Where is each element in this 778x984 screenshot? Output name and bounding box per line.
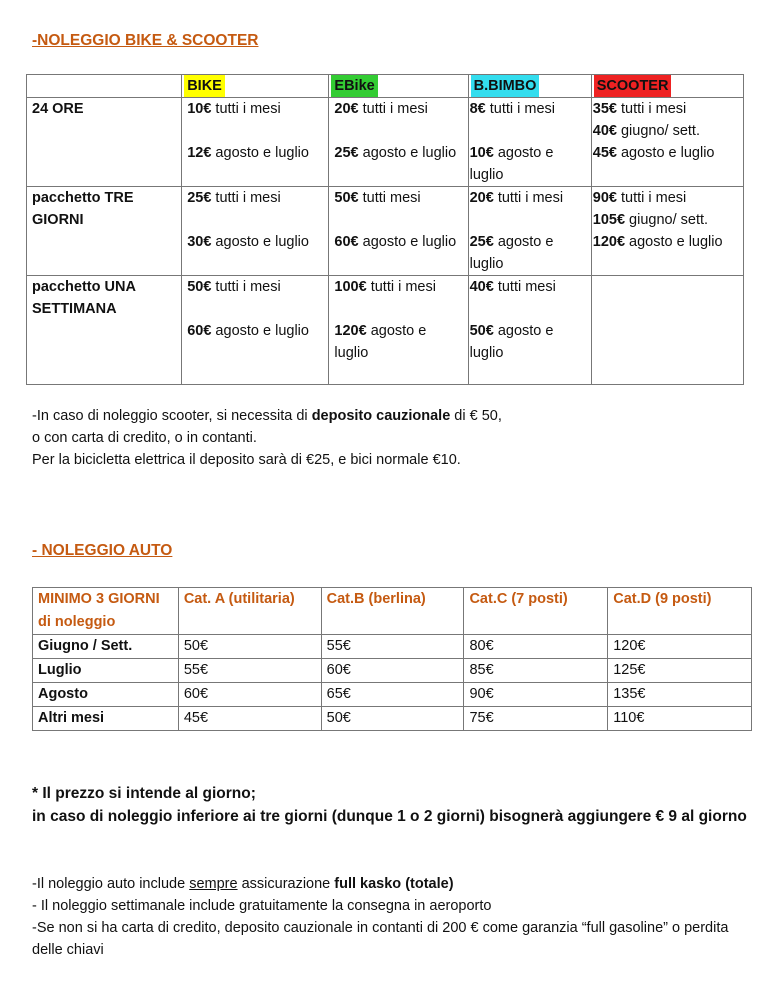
auto-header-min-days: MINIMO 3 GIORNI di noleggio [33,588,179,635]
table-row [33,683,752,707]
deposit-note-2: o con carta di credito, o in contanti. [32,430,257,446]
period-cell: Giugno / Sett. [33,635,179,659]
insurance-note: -Il noleggio auto include sempre assicurazione full kasko (totale) [32,876,454,892]
header-bike: BIKE [184,75,225,97]
bike-price-cell: 10€ tutti i mesi 12€ agosto e luglio [182,98,329,187]
cat-c-price: 90€ [464,683,608,707]
bike-price-table [26,74,744,385]
header-scooter: SCOOTER [594,75,672,97]
bike-price-cell: 50€ tutti i mesi 60€ agosto e luglio [182,276,329,385]
cat-b-price: 50€ [321,707,464,731]
bike-header-empty [27,75,182,98]
table-row [33,659,752,683]
table-row [33,707,752,731]
table-row [27,187,744,276]
cat-a-price: 50€ [178,635,321,659]
row-label: pacchetto UNA SETTIMANA [27,276,182,385]
cat-d-price: 110€ [608,707,752,731]
ebike-price-cell: 100€ tutti i mesi 120€ agosto e luglio [329,276,468,385]
cat-c-price: 75€ [464,707,608,731]
cat-b-price: 60€ [321,659,464,683]
auto-section-title: - NOLEGGIO AUTO [32,542,173,559]
row-label: pacchetto TRE GIORNI [27,187,182,276]
cat-b-price: 65€ [321,683,464,707]
cat-c-price: 80€ [464,635,608,659]
auto-header-cat-b: Cat.B (berlina) [321,588,464,635]
bimbo-price-cell: 40€ tutti mesi 50€ agosto e luglio [468,276,591,385]
bimbo-price-cell: 20€ tutti i mesi 25€ agosto e luglio [468,187,591,276]
cat-a-price: 45€ [178,707,321,731]
ebike-price-cell: 50€ tutti mesi 60€ agosto e luglio [329,187,468,276]
header-bimbo: B.BIMBO [471,75,540,97]
table-row [27,98,744,187]
period-cell: Luglio [33,659,179,683]
airport-delivery-note: - Il noleggio settimanale include gratuitamente la consegna in aeroporto [32,898,492,914]
cat-a-price: 55€ [178,659,321,683]
cat-a-price: 60€ [178,683,321,707]
deposit-note-3: Per la bicicletta elettrica il deposito sarà di €25, e bici normale €10. [32,452,461,468]
scooter-price-cell: 35€ tutti i mesi 40€ giugno/ sett. 45€ agosto e luglio [591,98,743,187]
bike-table-header-row [27,75,744,98]
table-row [33,635,752,659]
auto-header-cat-a: Cat. A (utilitaria) [178,588,321,635]
price-per-day-note: * Il prezzo si intende al giorno; [32,785,256,802]
auto-price-table [32,587,752,731]
row-label: 24 ORE [27,98,182,187]
header-ebike: EBike [331,75,377,97]
cash-deposit-note: -Se non si ha carta di credito, deposito cauzionale in contanti di 200 € come garanzia “full gasoline” o perdita delle chiavi [32,920,729,958]
deposit-note-1: -In caso di noleggio scooter, si necessita di deposito cauzionale di € 50, [32,408,502,424]
scooter-price-cell: 90€ tutti i mesi 105€ giugno/ sett. 120€ agosto e luglio [591,187,743,276]
cat-c-price: 85€ [464,659,608,683]
cat-d-price: 120€ [608,635,752,659]
auto-table-header-row [33,588,752,635]
bike-section-title: -NOLEGGIO BIKE & SCOOTER [32,32,259,49]
cat-d-price: 135€ [608,683,752,707]
bike-price-cell: 25€ tutti i mesi 30€ agosto e luglio [182,187,329,276]
bimbo-price-cell: 8€ tutti i mesi 10€ agosto e luglio [468,98,591,187]
ebike-price-cell: 20€ tutti i mesi 25€ agosto e luglio [329,98,468,187]
short-rental-note: in caso di noleggio inferiore ai tre giorni (dunque 1 o 2 giorni) bisognerà aggiungere € 9 al giorno [32,808,747,825]
scooter-price-cell [591,276,743,385]
period-cell: Altri mesi [33,707,179,731]
auto-header-cat-c: Cat.C (7 posti) [464,588,608,635]
period-cell: Agosto [33,683,179,707]
table-row [27,276,744,385]
auto-header-cat-d: Cat.D (9 posti) [608,588,752,635]
cat-b-price: 55€ [321,635,464,659]
cat-d-price: 125€ [608,659,752,683]
